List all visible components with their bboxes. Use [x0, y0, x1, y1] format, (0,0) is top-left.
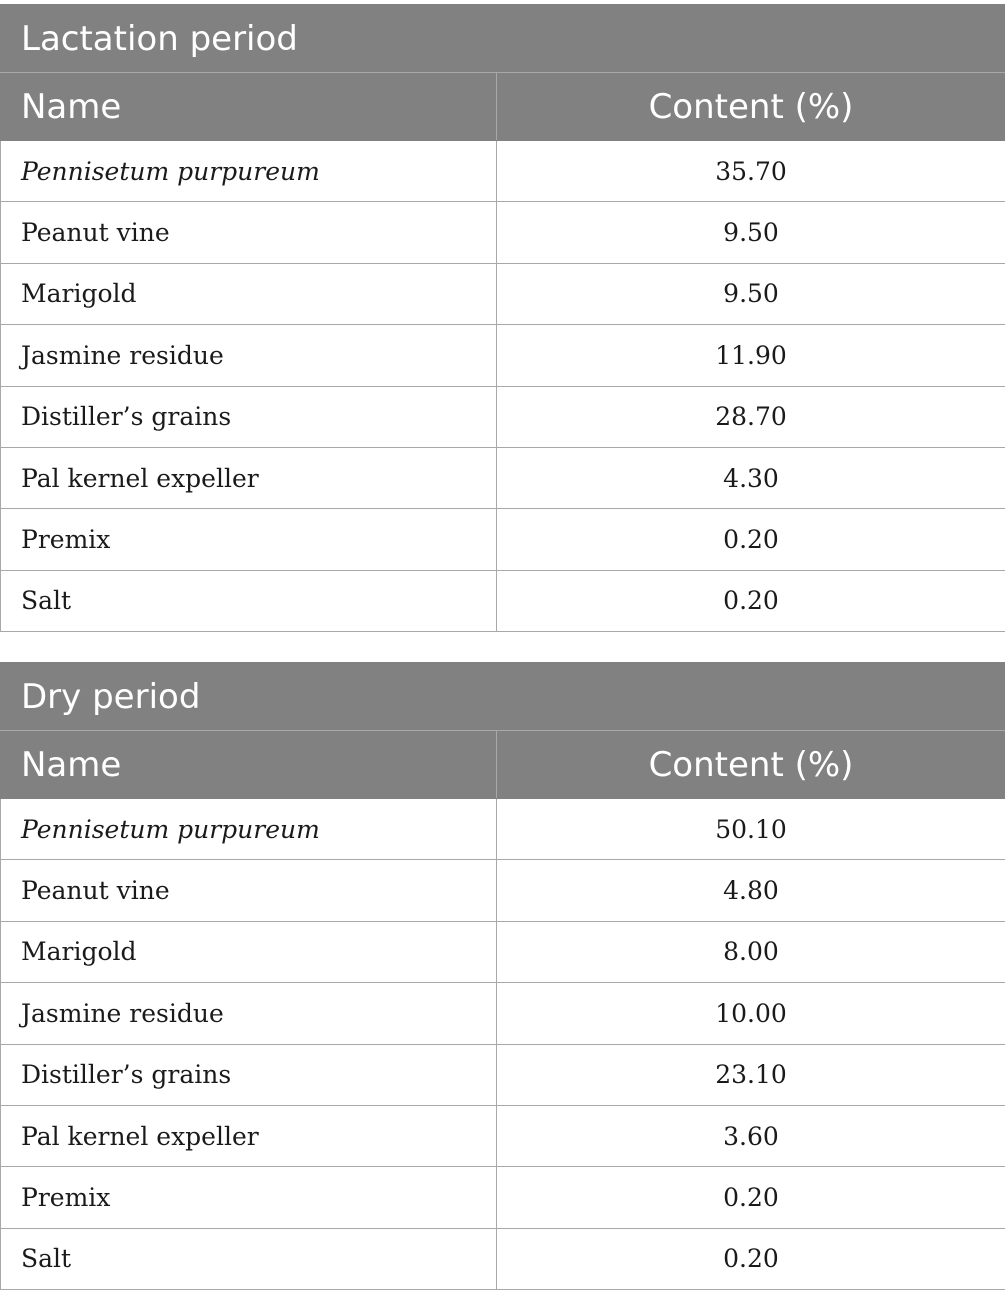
column-header-row: [1, 731, 1005, 799]
cell-content: 0.20: [497, 509, 1005, 570]
cell-name: Jasmine residue: [1, 325, 497, 386]
cell-name: Peanut vine: [1, 202, 497, 263]
table-title: Dry period: [1, 663, 1005, 731]
table-row: [1, 386, 1005, 447]
cell-name: Salt: [1, 1228, 497, 1289]
cell-name: Pennisetum purpureum: [1, 141, 497, 202]
cell-content: 9.50: [497, 202, 1005, 263]
table-title-row: [1, 5, 1005, 73]
table-row: [1, 1228, 1005, 1289]
dry-period-table: [0, 662, 1005, 1290]
table-body: [1, 141, 1005, 632]
cell-name: Pennisetum purpureum: [1, 799, 497, 860]
table-row: [1, 447, 1005, 508]
cell-name: Jasmine residue: [1, 983, 497, 1044]
column-header-name: Name: [1, 731, 497, 799]
cell-name: Premix: [1, 509, 497, 570]
cell-content: 4.30: [497, 447, 1005, 508]
cell-content: 0.20: [497, 1228, 1005, 1289]
cell-content: 3.60: [497, 1105, 1005, 1166]
cell-content: 11.90: [497, 325, 1005, 386]
table-row: [1, 202, 1005, 263]
cell-name: Marigold: [1, 263, 497, 324]
cell-content: 23.10: [497, 1044, 1005, 1105]
cell-name: Marigold: [1, 921, 497, 982]
lactation-period-table: [0, 4, 1005, 632]
cell-content: 28.70: [497, 386, 1005, 447]
cell-content: 0.20: [497, 1167, 1005, 1228]
table-row: [1, 1044, 1005, 1105]
table-row: [1, 141, 1005, 202]
table-row: [1, 860, 1005, 921]
table-row: [1, 263, 1005, 324]
cell-content: 4.80: [497, 860, 1005, 921]
cell-content: 10.00: [497, 983, 1005, 1044]
table-row: [1, 325, 1005, 386]
cell-name: Distiller’s grains: [1, 386, 497, 447]
cell-content: 50.10: [497, 799, 1005, 860]
column-header-content: Content (%): [497, 731, 1005, 799]
table-row: [1, 1167, 1005, 1228]
cell-name: Pal kernel expeller: [1, 447, 497, 508]
table-row: [1, 799, 1005, 860]
cell-content: 35.70: [497, 141, 1005, 202]
cell-name: Peanut vine: [1, 860, 497, 921]
column-header-row: [1, 73, 1005, 141]
cell-name: Distiller’s grains: [1, 1044, 497, 1105]
table-row: [1, 509, 1005, 570]
table-title-row: [1, 663, 1005, 731]
cell-content: 8.00: [497, 921, 1005, 982]
table-row: [1, 1105, 1005, 1166]
cell-name: Pal kernel expeller: [1, 1105, 497, 1166]
dry-period-table-block: [0, 662, 1005, 1290]
cell-name: Premix: [1, 1167, 497, 1228]
table-title: Lactation period: [1, 5, 1005, 73]
column-header-name: Name: [1, 73, 497, 141]
table-row: [1, 570, 1005, 631]
column-header-content: Content (%): [497, 73, 1005, 141]
lactation-period-table-block: [0, 4, 1005, 632]
table-body: [1, 799, 1005, 1290]
cell-name: Salt: [1, 570, 497, 631]
table-row: [1, 921, 1005, 982]
table-row: [1, 983, 1005, 1044]
cell-content: 0.20: [497, 570, 1005, 631]
cell-content: 9.50: [497, 263, 1005, 324]
